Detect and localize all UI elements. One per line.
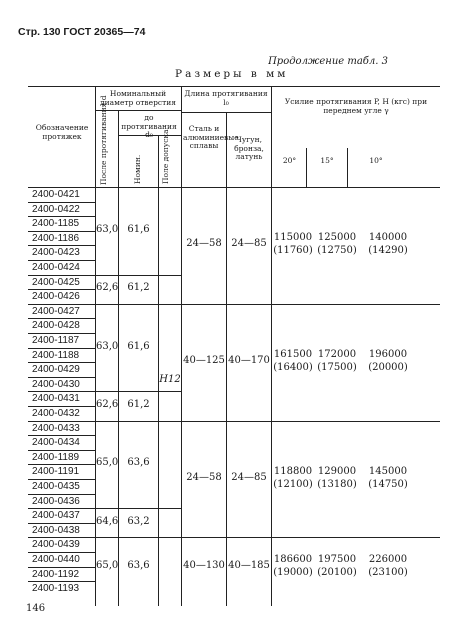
designation-code: 2400-0422	[32, 203, 80, 215]
length-cast-iron: 40—170	[228, 355, 270, 367]
designation-code: 2400-1193	[32, 583, 80, 595]
header-after-broaching: После протягивания d	[99, 95, 108, 185]
force-angle-10: 140000	[368, 232, 408, 244]
before-broaching-diameter: 63,6	[127, 559, 150, 571]
header-nominal-diameter: Номинальный диаметр отверстия	[100, 89, 176, 107]
force-angle-20-kgf: (12100)	[273, 479, 313, 490]
force-angle-20: 115000	[273, 232, 313, 244]
designation-code: 2400-0431	[32, 393, 80, 405]
designation-code: 2400-1185	[32, 218, 80, 230]
designation-code: 2400-0421	[32, 189, 80, 200]
length-steel-aluminium: 24—58	[186, 238, 222, 250]
designation-code: 2400-0440	[32, 554, 80, 565]
after-broaching-diameter: 64,6	[96, 515, 119, 527]
designation-code: 2400-0439	[32, 539, 80, 551]
header-angle-20: 20°	[282, 156, 297, 165]
force-angle-10-kgf: (14290)	[368, 245, 408, 257]
force-angle-15-kgf: (17500)	[317, 362, 357, 374]
before-broaching-diameter: 61,6	[127, 340, 150, 352]
page-header: Стр. 130 ГОСТ 20365—74	[18, 26, 146, 38]
header-broaching-length: Длина протягивания l₀	[184, 89, 268, 107]
header-before-broaching: до протягивания d₀	[121, 113, 177, 139]
header-angle-15: 15°	[320, 156, 334, 165]
before-broaching-diameter: 63,2	[127, 515, 150, 527]
after-broaching-diameter: 65,0	[96, 457, 119, 469]
designation-code: 2400-0435	[32, 481, 80, 492]
after-broaching-diameter: 62,6	[96, 282, 119, 294]
table-continuation: Продолжение табл. 3	[268, 56, 388, 67]
force-angle-15: 172000	[317, 349, 357, 361]
before-broaching-diameter: 61,2	[127, 282, 150, 294]
before-broaching-diameter: 61,2	[127, 399, 150, 410]
designation-code: 2400-0433	[32, 422, 80, 434]
header-broaching-force: Усилие протягивания P, Н (кгс) при переднем угле γ	[284, 97, 428, 115]
force-angle-10-kgf: (20000)	[368, 362, 408, 374]
force-angle-20: 186600	[273, 553, 313, 565]
designation-code: 2400-1186	[32, 232, 80, 244]
header-tolerance: Поле допуска	[161, 129, 170, 184]
designation-code: 2400-0438	[32, 524, 80, 536]
designation-code: 2400-0436	[32, 495, 80, 507]
header-cast-iron: Чугун, бронза, латунь	[234, 135, 264, 161]
length-steel-aluminium: 40—125	[183, 355, 225, 367]
page-number: 146	[26, 603, 46, 614]
designation-code: 2400-0437	[32, 510, 80, 522]
header-steel-aluminium: Сталь и алюминиевые сплавы	[183, 124, 239, 150]
length-cast-iron: 24—85	[231, 472, 267, 483]
force-angle-10: 196000	[368, 349, 408, 361]
after-broaching-diameter: 65,0	[96, 559, 119, 571]
before-broaching-diameter: 63,6	[127, 457, 150, 469]
force-angle-15-kgf: (20100)	[317, 566, 357, 578]
header-nominal: Номин.	[133, 154, 142, 184]
force-angle-15: 197500	[317, 553, 357, 565]
designation-code: 2400-0428	[32, 320, 80, 332]
length-steel-aluminium: 40—130	[183, 559, 225, 571]
force-angle-15: 129000	[317, 466, 357, 477]
force-angle-15-kgf: (12750)	[317, 245, 357, 257]
designation-code: 2400-0432	[32, 408, 80, 419]
designation-code: 2400-0429	[32, 364, 80, 376]
force-angle-20-kgf: (11760)	[273, 245, 313, 257]
force-angle-20: 118800	[273, 466, 313, 477]
length-cast-iron: 40—185	[228, 559, 270, 571]
length-steel-aluminium: 24—58	[186, 472, 222, 483]
designation-code: 2400-1188	[32, 349, 80, 361]
after-broaching-diameter: 63,0	[96, 340, 119, 352]
force-angle-20: 161500	[273, 349, 313, 361]
designation-code: 2400-0426	[32, 291, 80, 303]
after-broaching-diameter: 63,0	[96, 223, 119, 235]
tolerance-field: H12	[159, 373, 181, 385]
table-title: Размеры в мм	[175, 68, 289, 80]
force-angle-20-kgf: (16400)	[273, 362, 313, 374]
after-broaching-diameter: 62,6	[96, 399, 119, 410]
designation-code: 2400-0427	[32, 305, 80, 317]
designation-code: 2400-1192	[32, 568, 80, 580]
header-angle-10: 10°	[369, 156, 383, 165]
length-cast-iron: 24—85	[231, 238, 267, 250]
force-angle-15: 125000	[317, 232, 357, 244]
designation-code: 2400-0425	[32, 276, 80, 288]
force-angle-10: 145000	[368, 466, 408, 477]
designation-code: 2400-1189	[32, 451, 80, 463]
before-broaching-diameter: 61,6	[127, 223, 150, 235]
force-angle-10-kgf: (23100)	[368, 566, 408, 578]
force-angle-20-kgf: (19000)	[273, 566, 313, 578]
designation-code: 2400-1187	[32, 335, 80, 346]
designation-code: 2400-0423	[32, 247, 80, 259]
designation-code: 2400-0434	[32, 437, 80, 449]
designation-code: 2400-1191	[32, 466, 80, 478]
force-angle-10-kgf: (14750)	[368, 479, 408, 490]
header-designation: Обозначение протяжек	[35, 123, 89, 141]
designation-code: 2400-0430	[32, 378, 80, 390]
force-angle-10: 226000	[368, 553, 408, 565]
designation-code: 2400-0424	[32, 262, 80, 273]
force-angle-15-kgf: (13180)	[317, 479, 357, 490]
